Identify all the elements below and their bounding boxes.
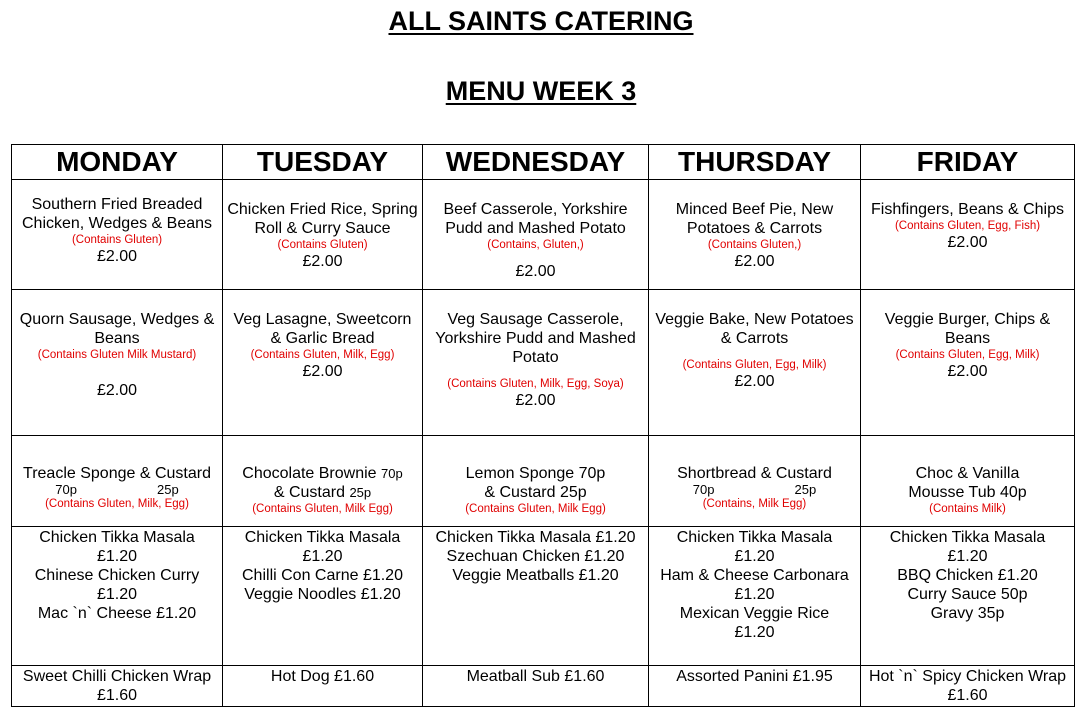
meal-name: Veggie Burger, Chips & Beans [884,311,1051,347]
page-title: ALL SAINTS CATERING [388,6,694,36]
daily-item: £1.20 [734,548,775,565]
allergen-note: (Contains Gluten) [277,239,368,251]
daily-item: Veggie Meatballs £1.20 [452,567,619,584]
monday-main-cell [12,180,223,290]
meal-price: £2.00 [515,392,556,409]
allergen-note: (Contains Milk) [929,503,1006,515]
daily-item: Ham & Cheese Carbonara [660,567,849,584]
daily-item: £1.20 [734,624,775,641]
tuesday-daily-cell [223,527,423,666]
allergen-note: (Contains Gluten, Milk, Egg) [250,349,395,361]
tuesday-main-cell [223,180,423,290]
dessert-line-2 [227,483,418,502]
tuesday-grab-cell: Hot Dog £1.60 [223,666,423,707]
daily-item: Chicken Tikka Masala [889,529,1046,546]
wednesday-dessert-cell [423,436,649,527]
friday-main-cell [861,180,1075,290]
friday-daily-cell [861,527,1075,666]
meal-name: Southern Fried Breaded Chicken, Wedges & Beans [21,196,213,232]
custard-name: & Custard [273,484,345,501]
daily-item: Gravy 35p [930,605,1005,622]
dessert-price: 70p [381,466,403,481]
dessert-prices [16,483,218,497]
wednesday-veg-cell [423,290,649,436]
meal-price: £2.00 [734,253,775,270]
daily-item: £1.20 [947,548,988,565]
allergen-note: (Contains Gluten, Egg, Fish) [894,220,1041,232]
allergen-note: (Contains Gluten, Milk, Egg, Soya) [447,378,624,390]
thursday-grab-cell: Assorted Panini £1.95 [649,666,861,707]
monday-daily-cell [12,527,223,666]
meal-name: Minced Beef Pie, New Potatoes & Carrots [675,201,834,237]
thursday-dessert-cell [649,436,861,527]
tuesday-veg-cell [223,290,423,436]
daily-item: Chicken Tikka Masala [676,529,833,546]
allergen-note: (Contains Gluten, Milk Egg) [252,503,393,515]
dessert-line-1 [227,464,418,483]
daily-item: BBQ Chicken £1.20 [897,567,1038,584]
daily-item: Curry Sauce 50p [907,586,1028,603]
daily-item: Chicken Tikka Masala £1.20 [435,529,636,546]
meal-price: £2.00 [96,248,138,265]
daily-item: Veggie Noodles £1.20 [244,586,401,603]
daily-item: Chilli Con Carne £1.20 [242,567,403,584]
meal-name: Beef Casserole, Yorkshire Pudd and Mashed Potato [443,201,628,237]
day-header-monday: MONDAY [12,145,223,180]
menu-table [11,144,1075,707]
dessert-row [12,436,1075,527]
allergen-note: (Contains Gluten, Egg, Milk) [682,359,827,371]
daily-item: £1.20 [96,586,138,603]
allergen-note: (Contains Gluten, Milk Egg) [465,503,606,515]
monday-grab-cell: Sweet Chilli Chicken Wrap £1.60 [12,666,223,707]
allergen-note: (Contains, Milk Egg) [702,498,807,510]
meal-name: Fishfingers, Beans & Chips [871,201,1064,218]
dessert-name: Chocolate Brownie [242,465,377,482]
daily-item: Chicken Tikka Masala [244,529,401,546]
dessert-name: Choc & Vanilla [915,465,1020,482]
meal-price: £2.00 [302,253,343,270]
friday-veg-cell [861,290,1075,436]
thursday-daily-cell [649,527,861,666]
tuesday-dessert-cell [223,436,423,527]
vegetarian-meal-row [12,290,1075,436]
friday-dessert-cell [861,436,1075,527]
thursday-main-cell [649,180,861,290]
daily-item: £1.20 [96,548,138,565]
meal-price: £2.00 [734,373,775,390]
menu-subtitle: MENU WEEK 3 [445,76,637,106]
dessert-name: Lemon Sponge 70p [465,465,606,482]
daily-options-row [12,527,1075,666]
dessert-name-2: Mousse Tub 40p [908,484,1027,501]
custard-price: 25p [157,482,179,497]
dessert-price: 70p [692,482,715,497]
daily-item: Chinese Chicken Curry [34,567,200,584]
meal-name: Quorn Sausage, Wedges & Beans [19,311,215,347]
daily-item: Chicken Tikka Masala [39,529,195,546]
custard-name: & Custard 25p [484,484,587,501]
meal-name: Chicken Fried Rice, Spring Roll & Curry Sauce [227,201,418,237]
day-header-friday: FRIDAY [861,145,1075,180]
wednesday-main-cell [423,180,649,290]
day-header-thursday: THURSDAY [649,145,861,180]
day-header-row [12,145,1075,180]
dessert-name: Treacle Sponge & Custard [23,465,211,482]
friday-grab-cell: Hot `n` Spicy Chicken Wrap £1.60 [861,666,1075,707]
meal-price: £2.00 [947,363,988,380]
meal-price: £2.00 [302,363,343,380]
custard-price: 25p [794,482,817,497]
meal-price: £2.00 [515,263,556,280]
daily-item: £1.20 [734,586,775,603]
day-header-tuesday: TUESDAY [223,145,423,180]
daily-item: Mexican Veggie Rice [679,605,830,622]
meal-name: Veg Lasagne, Sweetcorn & Garlic Bread [233,311,412,347]
daily-item: Mac `n` Cheese £1.20 [37,605,197,622]
main-meal-row [12,180,1075,290]
monday-veg-cell [12,290,223,436]
grab-and-go-row [12,666,1075,707]
dessert-prices [653,483,856,497]
meal-name: Veg Sausage Casserole, Yorkshire Pudd and Mashed Potato [435,311,636,366]
custard-price: 25p [349,485,372,500]
monday-dessert-cell [12,436,223,527]
wednesday-grab-cell: Meatball Sub £1.60 [423,666,649,707]
meal-price: £2.00 [96,382,138,399]
meal-price: £2.00 [947,234,988,251]
daily-item: Szechuan Chicken £1.20 [446,548,625,565]
wednesday-daily-cell [423,527,649,666]
allergen-note: (Contains Gluten Milk Mustard) [37,349,197,361]
dessert-price: 70p [55,482,77,497]
allergen-note: (Contains Gluten, Milk, Egg) [45,498,189,510]
thursday-veg-cell [649,290,861,436]
meal-name: Veggie Bake, New Potatoes & Carrots [655,311,854,347]
daily-item: £1.20 [302,548,343,565]
day-header-wednesday: WEDNESDAY [423,145,649,180]
allergen-note: (Contains, Gluten,) [487,239,584,251]
allergen-note: (Contains Gluten,) [707,239,802,251]
allergen-note: (Contains Gluten) [71,234,163,246]
dessert-name: Shortbread & Custard [677,465,832,482]
allergen-note: (Contains Gluten, Egg, Milk) [895,349,1040,361]
